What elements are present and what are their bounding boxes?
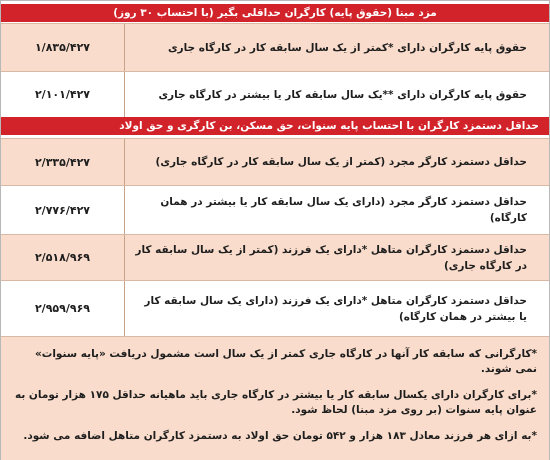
row-value: ۱/۸۳۵/۴۲۷	[1, 24, 125, 71]
row-label: حداقل دستمزد کارگران متاهل *دارای یک فرزند (کمتر از یک سال سابقه کار در کارگاه جاری)	[135, 243, 527, 272]
table-row	[1, 185, 549, 234]
row-value: ۲/۵۱۸/۹۶۹	[1, 235, 125, 280]
row-value: ۲/۳۳۵/۴۲۷	[1, 139, 125, 185]
footnote: *برای کارگران دارای یکسال سابقه کار یا بیشتر در کارگاه جاری باید ماهیانه حداقل ۱۷۵ هزار تومان به عنوان پایه سنوات (بر روی مزد مبنا) لحاظ شود.	[14, 389, 537, 416]
table-row	[1, 280, 549, 336]
row-value: ۲/۱۰۱/۴۲۷	[1, 72, 125, 117]
footnote: *کارگرانی که سابقه کار آنها در کارگاه جاری کمتر از یک سال است مشمول دریافت «پایه سنوات» نمی شوند.	[34, 348, 537, 375]
table-row	[1, 23, 549, 71]
header-base-wage: مزد مبنا (حقوق پایه) کارگران حداقلی بگیر (با احتساب ۳۰ روز)	[1, 4, 549, 22]
row-label: حقوق پایه کارگران دارای *کمتر از یک سال سابقه کار در کارگاه جاری	[167, 41, 527, 54]
table-row	[1, 71, 549, 117]
row-label: حداقل دستمزد کارگر مجرد (کمتر از یک سال سابقه کار در کارگاه جاری)	[155, 156, 527, 168]
footnote: *به ازای هر فرزند معادل ۱۸۳ هزار و ۵۴۲ تومان حق اولاد به دستمزد کارگران متاهل اضافه می شود.	[23, 430, 537, 442]
table-row	[1, 138, 549, 185]
row-label: حقوق پایه کارگران دارای **یک سال سابقه کار یا بیشتر در کارگاه جاری	[158, 88, 527, 101]
header-minimum-wage: حداقل دستمزد کارگران با احتساب پایه سنوات، حق مسکن، بن کارگری و حق اولاد	[1, 117, 549, 135]
row-label: حداقل دستمزد کارگر مجرد (دارای یک سال سابقه کار یا بیشتر در همان کارگاه)	[160, 196, 527, 224]
row-label: حداقل دستمزد کارگران متاهل *دارای یک فرزند (دارای یک سال سابقه کار یا بیشتر در همان کارگاه)	[144, 294, 527, 323]
row-value: ۲/۹۵۹/۹۶۹	[1, 281, 125, 336]
row-value: ۲/۷۷۶/۴۲۷	[1, 186, 125, 234]
table-row	[1, 234, 549, 280]
footnotes	[1, 336, 549, 460]
